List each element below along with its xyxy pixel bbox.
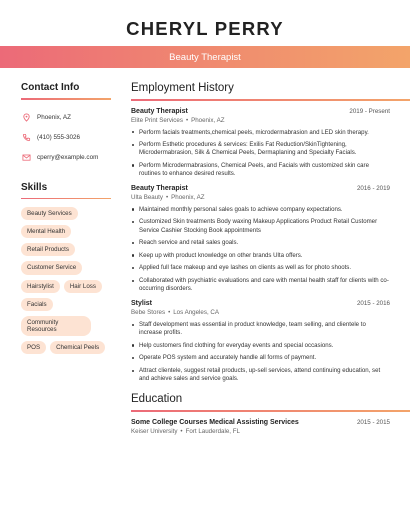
education-section-title: Education bbox=[131, 393, 183, 406]
candidate-name: CHERYL PERRY bbox=[126, 18, 284, 39]
job-company: Elite Print Services bbox=[131, 116, 183, 124]
skill-tag: Beauty Services bbox=[21, 207, 78, 220]
job-dates: 2015 - 2016 bbox=[356, 300, 390, 308]
contact-location-text: Phoenix, AZ bbox=[37, 114, 71, 121]
contact-list bbox=[21, 108, 111, 168]
job-title: Beauty Therapist bbox=[131, 107, 188, 115]
map-pin-icon bbox=[21, 113, 31, 123]
job-bullet: Staff development was essential in product knowledge, team selling, and clientele to increase profits. bbox=[131, 321, 390, 337]
skill-tag: Community Resources bbox=[21, 316, 91, 336]
skill-tag: Chemical Peels bbox=[50, 341, 105, 354]
job-bullet: Applied full face makeup and eye lashes on clients as well as for photo shoots. bbox=[131, 264, 390, 272]
contact-phone-text: (410) 555-3026 bbox=[37, 134, 81, 141]
job-location: Los Angeles, CA bbox=[173, 309, 219, 317]
job-dates: 2019 - Present bbox=[349, 107, 390, 115]
job-employer: Bebe Stores • Los Angeles, CA bbox=[131, 309, 219, 317]
job-title: Stylist bbox=[131, 300, 153, 308]
employment-section-title: Employment History bbox=[131, 82, 234, 94]
job-location: Phoenix, AZ bbox=[191, 116, 225, 124]
contact-email[interactable] bbox=[21, 148, 111, 168]
role-banner bbox=[0, 46, 410, 68]
education-dates: 2015 - 2015 bbox=[356, 418, 390, 426]
contact-location bbox=[21, 108, 111, 128]
job-bullet: Perform Esthetic procedures & services: Exilis Fat Reduction/SkinTightening, Microdermabrasion, Silk & Chemical Peels, Dermaplaning and Specialty Facials. bbox=[131, 141, 390, 157]
job-company: Ulta Beauty bbox=[131, 193, 163, 201]
skill-tag: Customer Service bbox=[21, 261, 82, 274]
job-employer: Elite Print Services • Phoenix, AZ bbox=[131, 116, 225, 124]
job-company: Bebe Stores bbox=[131, 309, 166, 317]
education-school-line: Keiser University • Fort Lauderdale, FL bbox=[131, 427, 240, 435]
employment-divider bbox=[131, 99, 410, 101]
skills-section-title: Skills bbox=[21, 181, 48, 193]
contact-divider bbox=[21, 98, 111, 100]
job-employer: Ulta Beauty • Phoenix, AZ bbox=[131, 193, 205, 201]
skill-tag: Mental Health bbox=[21, 225, 71, 238]
job-bullet: Attract clientele, suggest retail products, up-sell services, attend continuing education, set and achieve sales and service goals. bbox=[131, 367, 390, 383]
education-school: Keiser University bbox=[131, 427, 178, 435]
job-entry bbox=[131, 108, 390, 178]
skill-tag: Facials bbox=[21, 298, 53, 311]
job-bullets bbox=[131, 129, 390, 178]
skills-divider bbox=[21, 198, 111, 200]
education-title: Some College Courses Medical Assisting Services bbox=[131, 418, 299, 426]
job-location: Phoenix, AZ bbox=[171, 193, 205, 201]
contact-phone bbox=[21, 128, 111, 148]
job-dates: 2016 - 2019 bbox=[356, 184, 390, 192]
job-bullets bbox=[131, 206, 390, 293]
job-title: Beauty Therapist bbox=[131, 184, 188, 192]
job-entry bbox=[131, 300, 390, 383]
job-bullet: Keep up with product knowledge on other brands Ulta offers. bbox=[131, 252, 390, 260]
job-bullet: Perform Microdermabrasions, Chemical Peels, and Facials with customized skin care routines to enhance desired results. bbox=[131, 162, 390, 178]
job-bullet: Reach service and retail sales goals. bbox=[131, 239, 390, 247]
job-bullet: Customized Skin treatments Body waxing Makeup Applications Product Retail Customer Service Cashier Stocking Book appointments bbox=[131, 218, 390, 234]
job-bullet: Maintained monthly personal sales goals to achieve company expectations. bbox=[131, 206, 390, 214]
phone-icon bbox=[21, 133, 31, 143]
skill-tag: POS bbox=[21, 341, 46, 354]
mail-icon bbox=[21, 153, 31, 163]
job-entry bbox=[131, 185, 390, 293]
job-bullet: Collaborated with psychiatric evaluations and care with mental health staff for clients with co-occurring disorders. bbox=[131, 277, 390, 293]
skills-list bbox=[21, 207, 116, 354]
job-bullets bbox=[131, 321, 390, 383]
skill-tag: Hair Loss bbox=[64, 280, 102, 293]
education-location: Fort Lauderdale, FL bbox=[185, 427, 240, 435]
skill-tag: Hairstylist bbox=[21, 280, 60, 293]
education-divider bbox=[131, 410, 410, 412]
job-bullet: Help customers find clothing for everyday events and special occasions. bbox=[131, 342, 390, 350]
left-column bbox=[21, 82, 111, 354]
role-title: Beauty Therapist bbox=[169, 51, 241, 63]
contact-section-title: Contact Info bbox=[21, 82, 80, 93]
job-bullet: Operate POS system and accurately handle all forms of payment. bbox=[131, 354, 390, 362]
education-entry bbox=[131, 419, 390, 435]
skill-tag: Retail Products bbox=[21, 243, 75, 256]
job-bullet: Perform facials treatments,chemical peels, microdermabrasion and LED skin therapy. bbox=[131, 129, 390, 137]
right-column bbox=[131, 82, 390, 435]
contact-email-text[interactable]: cperry@example.com bbox=[37, 154, 99, 161]
